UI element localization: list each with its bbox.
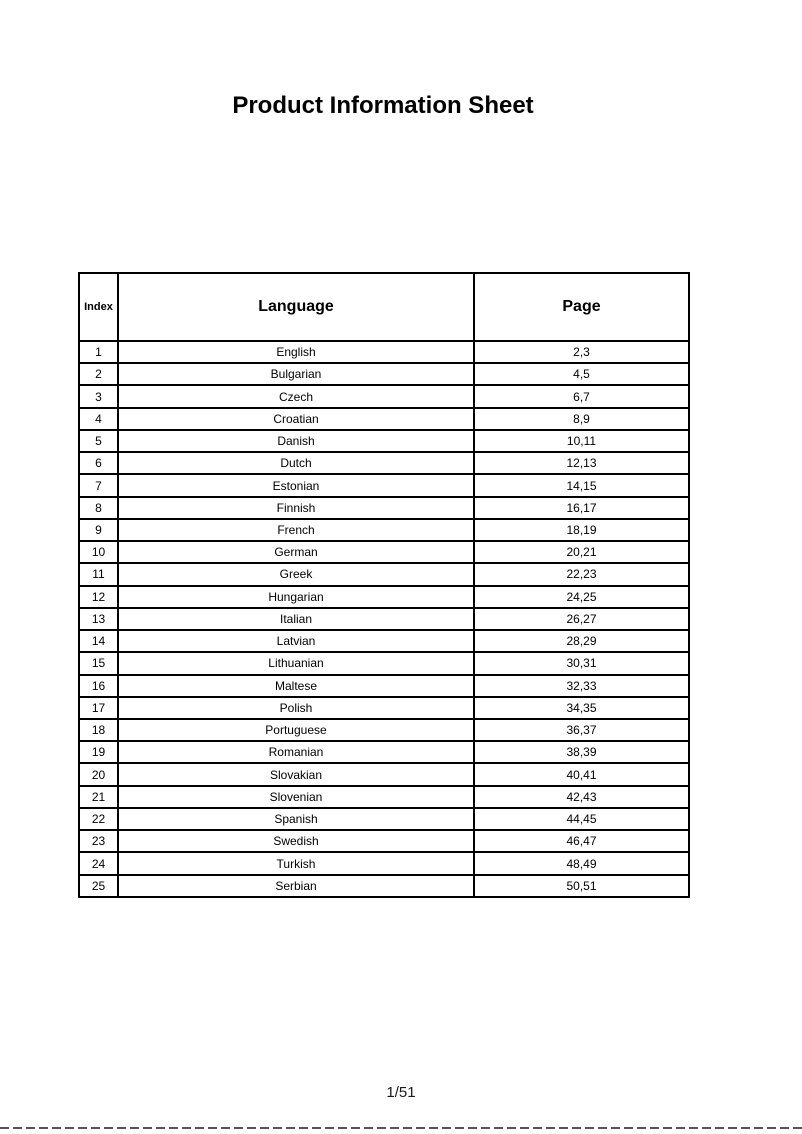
cell-language: Dutch	[118, 452, 474, 474]
column-header-language: Language	[118, 273, 474, 341]
cell-index: 19	[79, 741, 118, 763]
cell-index: 24	[79, 852, 118, 874]
cell-index: 14	[79, 630, 118, 652]
table-row	[79, 474, 689, 496]
table-row	[79, 675, 689, 697]
cell-page: 10,11	[474, 430, 689, 452]
language-index-table	[78, 272, 690, 898]
cell-page: 44,45	[474, 808, 689, 830]
cell-index: 16	[79, 675, 118, 697]
cell-language: German	[118, 541, 474, 563]
cell-page: 16,17	[474, 497, 689, 519]
table-row	[79, 608, 689, 630]
table-header	[79, 273, 689, 341]
cell-page: 18,19	[474, 519, 689, 541]
cell-page: 50,51	[474, 875, 689, 897]
cell-index: 1	[79, 341, 118, 363]
cell-language: Maltese	[118, 675, 474, 697]
cell-page: 22,23	[474, 563, 689, 585]
cell-index: 21	[79, 786, 118, 808]
cell-language: Greek	[118, 563, 474, 585]
cell-language: Turkish	[118, 852, 474, 874]
cell-page: 48,49	[474, 852, 689, 874]
cell-page: 8,9	[474, 408, 689, 430]
bottom-dashed-cut-line	[0, 1127, 802, 1129]
cell-language: Latvian	[118, 630, 474, 652]
cell-language: Spanish	[118, 808, 474, 830]
cell-language: Finnish	[118, 497, 474, 519]
table-row	[79, 519, 689, 541]
cell-language: Czech	[118, 385, 474, 407]
cell-page: 24,25	[474, 586, 689, 608]
cell-language: Polish	[118, 697, 474, 719]
table-row	[79, 741, 689, 763]
cell-page: 38,39	[474, 741, 689, 763]
table-header-row	[79, 273, 689, 341]
cell-index: 25	[79, 875, 118, 897]
cell-index: 23	[79, 830, 118, 852]
cell-index: 5	[79, 430, 118, 452]
cell-index: 11	[79, 563, 118, 585]
cell-page: 6,7	[474, 385, 689, 407]
cell-index: 12	[79, 586, 118, 608]
cell-page: 4,5	[474, 363, 689, 385]
cell-language: Hungarian	[118, 586, 474, 608]
cell-index: 9	[79, 519, 118, 541]
cell-index: 13	[79, 608, 118, 630]
cell-index: 22	[79, 808, 118, 830]
table-row	[79, 541, 689, 563]
cell-page: 40,41	[474, 763, 689, 785]
cell-language: Slovenian	[118, 786, 474, 808]
cell-index: 4	[79, 408, 118, 430]
table-row	[79, 452, 689, 474]
cell-language: Danish	[118, 430, 474, 452]
cell-index: 7	[79, 474, 118, 496]
column-header-index: Index	[79, 273, 118, 341]
table-row	[79, 830, 689, 852]
cell-index: 8	[79, 497, 118, 519]
table-row	[79, 408, 689, 430]
cell-language: Portuguese	[118, 719, 474, 741]
page-number-indicator: 1/51	[386, 1084, 416, 1101]
cell-page: 36,37	[474, 719, 689, 741]
cell-page: 26,27	[474, 608, 689, 630]
table-row	[79, 808, 689, 830]
cell-page: 14,15	[474, 474, 689, 496]
cell-language: Slovakian	[118, 763, 474, 785]
cell-index: 6	[79, 452, 118, 474]
cell-index: 18	[79, 719, 118, 741]
table-body	[79, 341, 689, 897]
cell-language: French	[118, 519, 474, 541]
cell-language: Romanian	[118, 741, 474, 763]
cell-language: Croatian	[118, 408, 474, 430]
cell-language: Swedish	[118, 830, 474, 852]
cell-page: 20,21	[474, 541, 689, 563]
column-header-page: Page	[474, 273, 689, 341]
cell-index: 20	[79, 763, 118, 785]
table-row	[79, 763, 689, 785]
cell-language: Serbian	[118, 875, 474, 897]
table-row	[79, 697, 689, 719]
table-row	[79, 586, 689, 608]
cell-language: Estonian	[118, 474, 474, 496]
table-row	[79, 497, 689, 519]
table-row	[79, 719, 689, 741]
cell-language: Bulgarian	[118, 363, 474, 385]
cell-page: 32,33	[474, 675, 689, 697]
cell-page: 46,47	[474, 830, 689, 852]
cell-page: 42,43	[474, 786, 689, 808]
cell-index: 10	[79, 541, 118, 563]
table-row	[79, 341, 689, 363]
cell-page: 2,3	[474, 341, 689, 363]
cell-language: Lithuanian	[118, 652, 474, 674]
cell-index: 15	[79, 652, 118, 674]
table-row	[79, 786, 689, 808]
cell-language: English	[118, 341, 474, 363]
table-row	[79, 630, 689, 652]
cell-page: 34,35	[474, 697, 689, 719]
table-row	[79, 563, 689, 585]
table-row	[79, 852, 689, 874]
cell-index: 2	[79, 363, 118, 385]
table-row	[79, 385, 689, 407]
cell-language: Italian	[118, 608, 474, 630]
table-row	[79, 363, 689, 385]
table-row	[79, 875, 689, 897]
cell-index: 17	[79, 697, 118, 719]
cell-page: 28,29	[474, 630, 689, 652]
cell-index: 3	[79, 385, 118, 407]
cell-page: 12,13	[474, 452, 689, 474]
page-title: Product Information Sheet	[232, 92, 534, 119]
cell-page: 30,31	[474, 652, 689, 674]
table-row	[79, 652, 689, 674]
table-row	[79, 430, 689, 452]
